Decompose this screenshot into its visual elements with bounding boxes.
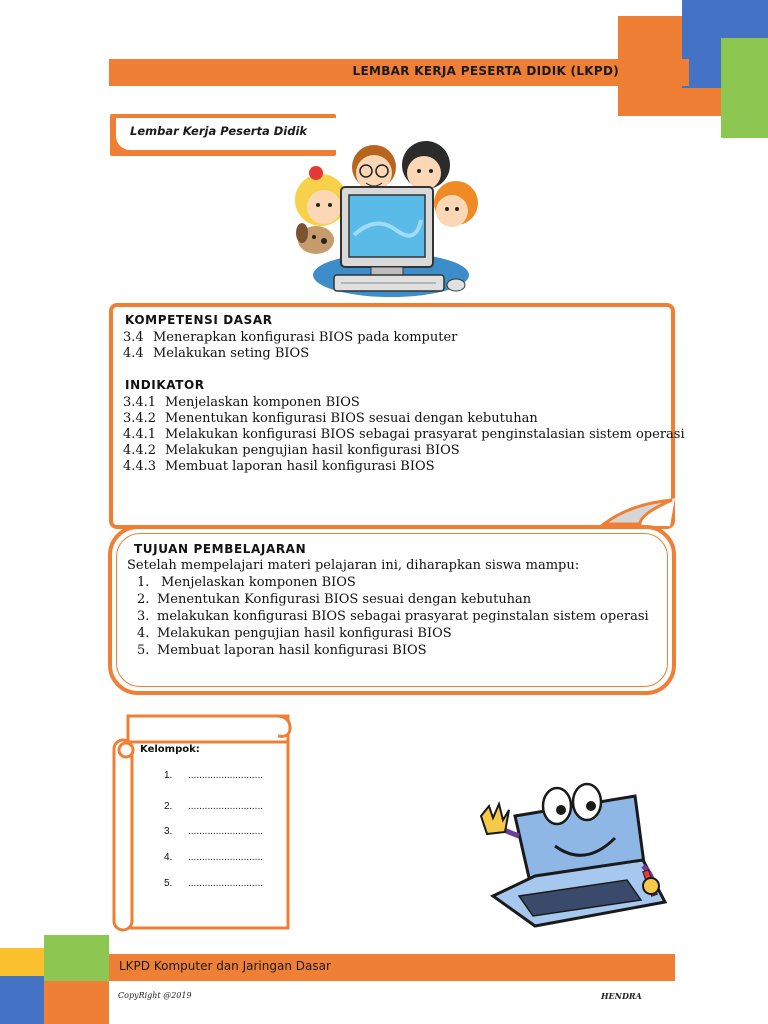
indikator-item: 3.4.1 Menjelaskan komponen BIOS — [123, 395, 360, 410]
tujuan-item: 4. Melakukan pengujian hasil konfigurasi BIOS — [137, 626, 452, 641]
lkpd-label-text: Lembar Kerja Peserta Didik — [130, 124, 308, 138]
kelompok-member-4: 4. ........................... — [164, 852, 264, 863]
kelompok-title: Kelompok: — [140, 744, 200, 755]
scroll-frame-shape — [108, 712, 294, 936]
author-name: HENDRA — [601, 991, 642, 1001]
tujuan-intro: Setelah mempelajari materi pelajaran ini, diharapkan siswa mampu: — [127, 558, 580, 573]
kompetensi-item: 3.4 Menerapkan konfigurasi BIOS pada komputer — [123, 330, 458, 345]
indikator-item: 3.4.2 Menentukan konfigurasi BIOS sesuai dengan kebutuhan — [123, 411, 538, 426]
tujuan-title: TUJUAN PEMBELAJARAN — [134, 542, 307, 556]
indikator-item: 4.4.3 Membuat laporan hasil konfigurasi BIOS — [123, 459, 435, 474]
kelompok-member-5: 5. ........................... — [164, 878, 264, 889]
footer-bar — [109, 954, 675, 981]
decor-block-orange-bottom — [44, 981, 109, 1024]
header-bar — [109, 59, 689, 86]
kelompok-member-3: 3. ........................... — [164, 826, 264, 837]
header-title: LEMBAR KERJA PESERTA DIDIK (LKPD) — [352, 64, 619, 78]
indikator-item: 4.4.2 Melakukan pengujian hasil konfigurasi BIOS — [123, 443, 460, 458]
footer-title: LKPD Komputer dan Jaringan Dasar — [119, 959, 331, 973]
kompetensi-title: KOMPETENSI DASAR — [125, 313, 273, 327]
tujuan-item: 1. Menjelaskan komponen BIOS — [137, 575, 356, 590]
kompetensi-indikator-box — [109, 303, 685, 529]
laptop-cartoon-illustration — [475, 776, 675, 936]
decor-block-green-top — [721, 38, 768, 138]
kelompok-scroll — [108, 712, 294, 936]
decor-block-green-bottom — [44, 935, 109, 981]
tujuan-item: 3. melakukan konfigurasi BIOS sebagai prasyarat peginstalan sistem operasi — [137, 609, 649, 624]
copyright-text: CopyRight @2019 — [118, 991, 192, 1000]
kompetensi-item: 4.4 Melakukan seting BIOS — [123, 346, 310, 361]
tujuan-item: 2. Menentukan Konfigurasi BIOS sesuai dengan kebutuhan — [137, 592, 532, 607]
indikator-title: INDIKATOR — [125, 378, 205, 392]
decor-block-blue-bottom — [0, 976, 44, 1024]
kelompok-member-1: 1. ........................... — [164, 770, 264, 781]
tujuan-pembelajaran-box — [108, 525, 676, 695]
kids-at-computer-illustration — [286, 135, 486, 303]
tujuan-item: 5. Membuat laporan hasil konfigurasi BIOS — [137, 643, 427, 658]
decor-block-yellow-bottom — [0, 948, 44, 976]
indikator-item: 4.4.1 Melakukan konfigurasi BIOS sebagai prasyarat penginstalasian sistem operasi — [123, 427, 685, 442]
kelompok-member-2: 2. ........................... — [164, 801, 264, 812]
